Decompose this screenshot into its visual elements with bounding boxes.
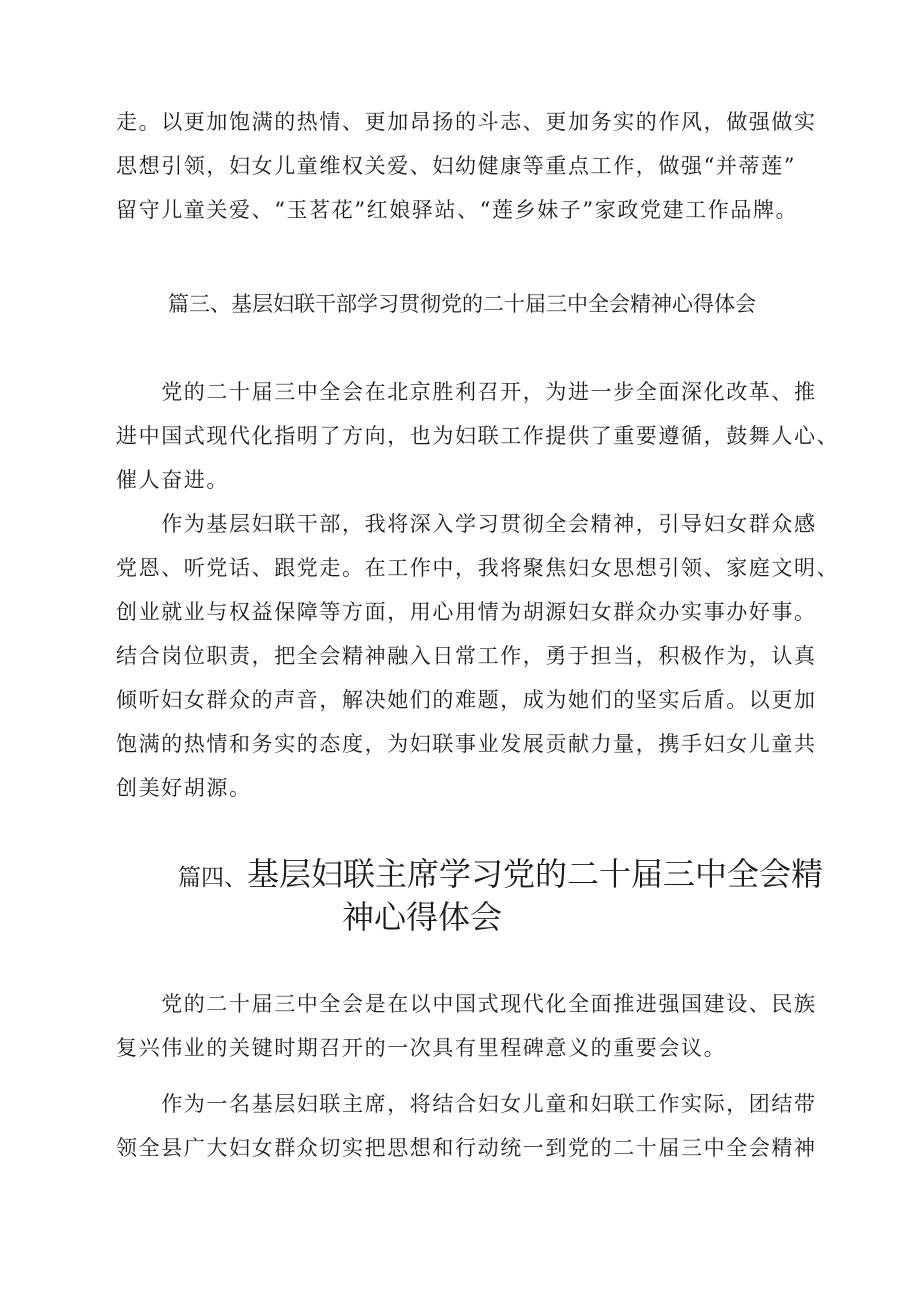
text-line: 留守儿童关爱、“玉茗花”红娘驿站、“莲乡妹子”家政党建工作品牌。 bbox=[116, 198, 799, 222]
text-line: 走。以更加饱满的热情、更加昂扬的斗志、更加务实的作风，做强做实 bbox=[116, 110, 817, 134]
text-line: 创美好胡源。 bbox=[116, 776, 252, 800]
text-line: 创业就业与权益保障等方面，用心用情为胡源妇女群众办实事办好事。 bbox=[116, 600, 817, 624]
text-line: 党的二十届三中全会在北京胜利召开，为进一步全面深化改革、推 bbox=[116, 380, 817, 404]
text-line: 党恩、听党话、跟党走。在工作中，我将聚焦妇女思想引领、家庭文明、 bbox=[116, 556, 840, 580]
text-line: 结合岗位职责，把全会精神融入日常工作，勇于担当，积极作为，认真 bbox=[116, 644, 817, 668]
text-line: 复兴伟业的关键时期召开的一次具有里程碑意义的重要会议。 bbox=[116, 1036, 727, 1060]
section3-paragraph-2 bbox=[116, 502, 840, 810]
section4-title-line-2: 神心得体会 bbox=[342, 898, 503, 936]
text-line: 催人奋进。 bbox=[116, 468, 229, 492]
continuation-paragraph bbox=[116, 100, 836, 232]
text-line: 倾听妇女群众的声音，解决她们的难题，成为她们的坚实后盾。以更加 bbox=[116, 688, 817, 712]
section4-paragraph-1 bbox=[116, 982, 836, 1070]
text-line: 作为基层妇联干部，我将深入学习贯彻全会精神，引导妇女群众感 bbox=[116, 512, 817, 536]
section4-paragraph-2 bbox=[116, 1082, 836, 1170]
section4-title-prefix: 篇四、 bbox=[178, 865, 247, 891]
section3-title: 篇三、基层妇联干部学习贯彻党的二十届三中全会精神心得体会 bbox=[168, 292, 756, 316]
section3-paragraph-1 bbox=[116, 370, 840, 502]
text-line: 领全县广大妇女群众切实把思想和行动统一到党的二十届三中全会精神 bbox=[116, 1136, 817, 1160]
text-line: 作为一名基层妇联主席，将结合妇女儿童和妇联工作实际，团结带 bbox=[116, 1092, 817, 1116]
text-line: 饱满的热情和务实的态度，为妇联事业发展贡献力量，携手妇女儿童共 bbox=[116, 732, 817, 756]
section4-title-text: 基层妇联主席学习党的二十届三中全会精 bbox=[247, 855, 824, 893]
text-line: 思想引领，妇女儿童维权关爱、妇幼健康等重点工作，做强“并蒂莲” bbox=[116, 154, 797, 178]
text-line: 党的二十届三中全会是在以中国式现代化全面推进强国建设、民族 bbox=[116, 992, 817, 1016]
text-line: 进中国式现代化指明了方向，也为妇联工作提供了重要遵循，鼓舞人心、 bbox=[116, 424, 840, 448]
